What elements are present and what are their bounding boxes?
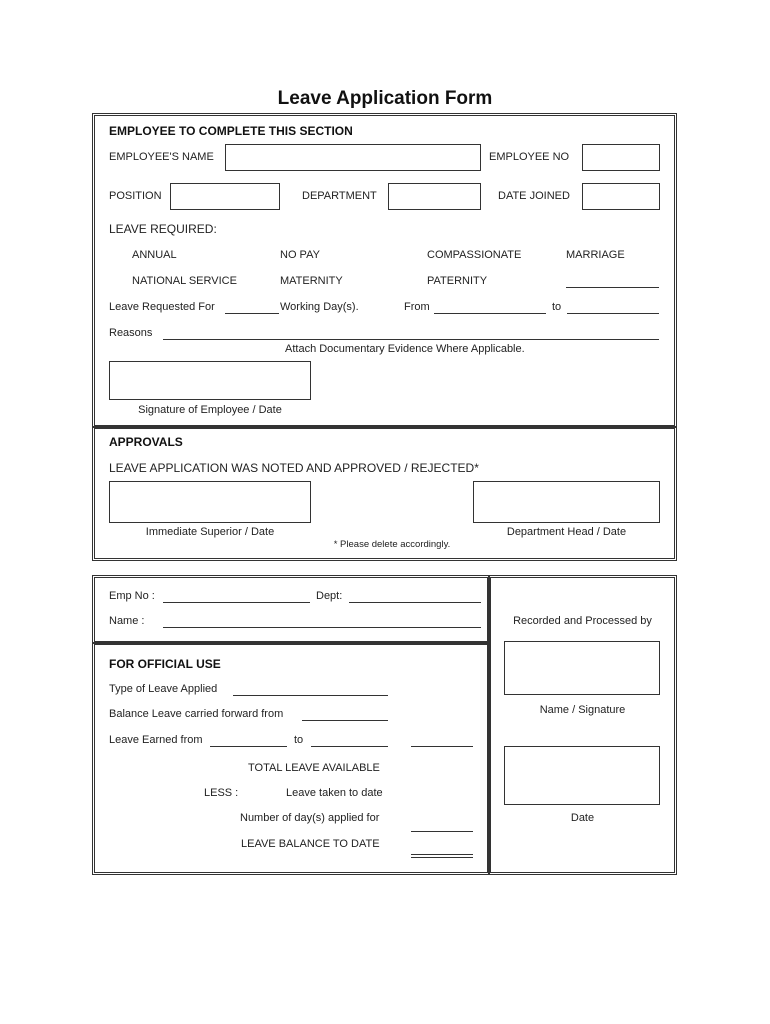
working-days-label: Working Day(s). <box>280 301 359 313</box>
to-label: to <box>552 301 562 313</box>
balance-carried-line[interactable] <box>302 720 388 721</box>
position-label: POSITION <box>109 190 162 202</box>
date-joined-field[interactable] <box>582 183 660 210</box>
leave-taken-label: Leave taken to date <box>286 787 383 799</box>
employee-name-field[interactable] <box>225 144 481 171</box>
reasons-line[interactable] <box>163 339 659 340</box>
approvals-heading: APPROVALS <box>109 435 183 449</box>
name-line[interactable] <box>163 627 481 628</box>
position-field[interactable] <box>170 183 280 210</box>
from-date-line[interactable] <box>434 313 546 314</box>
employee-signature-caption: Signature of Employee / Date <box>138 404 282 416</box>
superior-caption: Immediate Superior / Date <box>145 526 275 538</box>
leave-type-annual[interactable]: ANNUAL <box>132 249 177 261</box>
name-signature-box[interactable] <box>504 641 660 695</box>
name-signature-caption: Name / Signature <box>539 704 626 716</box>
reasons-label: Reasons <box>109 327 153 339</box>
employee-name-label: EMPLOYEE'S NAME <box>109 151 214 163</box>
approval-statement: LEAVE APPLICATION WAS NOTED AND APPROVED / REJECTED* <box>109 461 479 475</box>
date-caption: Date <box>570 812 595 824</box>
official-use-heading: FOR OFFICIAL USE <box>109 657 221 671</box>
leave-earned-to-label: to <box>294 734 304 746</box>
date-joined-label: DATE JOINED <box>498 190 570 202</box>
leave-earned-to-line[interactable] <box>311 746 388 747</box>
superior-signature-box[interactable] <box>109 481 311 523</box>
leave-type-national-service[interactable]: NATIONAL SERVICE <box>132 275 237 287</box>
less-label: LESS : <box>204 787 239 799</box>
leave-earned-label: Leave Earned from <box>109 734 203 746</box>
leave-requested-for-label: Leave Requested For <box>109 301 215 313</box>
to-date-line[interactable] <box>567 313 659 314</box>
attach-note: Attach Documentary Evidence Where Applicable. <box>285 343 525 355</box>
leave-type-compassionate[interactable]: COMPASSIONATE <box>427 249 522 261</box>
employee-no-label: EMPLOYEE NO <box>489 151 570 163</box>
type-of-leave-label: Type of Leave Applied <box>109 683 218 695</box>
dept-line[interactable] <box>349 602 481 603</box>
balance-to-date-label: LEAVE BALANCE TO DATE <box>241 838 380 850</box>
days-applied-line[interactable] <box>411 831 473 832</box>
leave-earned-amount-line[interactable] <box>411 746 473 747</box>
dept-label: Dept: <box>316 590 343 602</box>
type-of-leave-line[interactable] <box>233 695 388 696</box>
leave-type-no-pay[interactable]: NO PAY <box>280 249 320 261</box>
record-info-frame <box>92 575 490 644</box>
days-requested-line[interactable] <box>225 313 279 314</box>
leave-type-paternity[interactable]: PATERNITY <box>427 275 488 287</box>
department-label: DEPARTMENT <box>302 190 377 202</box>
balance-to-date-line[interactable] <box>411 854 473 858</box>
employee-section-heading: EMPLOYEE TO COMPLETE THIS SECTION <box>109 124 353 138</box>
leave-required-label: LEAVE REQUIRED: <box>109 222 217 236</box>
name-label: Name : <box>109 615 145 627</box>
balance-carried-label: Balance Leave carried forward from <box>109 708 284 720</box>
emp-no-line[interactable] <box>163 602 310 603</box>
dept-head-signature-box[interactable] <box>473 481 660 523</box>
dept-head-caption: Department Head / Date <box>506 526 627 538</box>
employee-no-field[interactable] <box>582 144 660 171</box>
recorded-by-label: Recorded and Processed by <box>513 615 652 627</box>
delete-note: * Please delete accordingly. <box>333 539 451 550</box>
leave-type-maternity[interactable]: MATERNITY <box>280 275 343 287</box>
form-title: Leave Application Form <box>277 88 493 109</box>
leave-earned-from-line[interactable] <box>210 746 287 747</box>
employee-signature-box[interactable] <box>109 361 311 400</box>
emp-no-label: Emp No : <box>109 590 155 602</box>
other-leave-type-line[interactable] <box>566 287 659 288</box>
days-applied-label: Number of day(s) applied for <box>240 812 380 824</box>
date-box[interactable] <box>504 746 660 805</box>
leave-type-marriage[interactable]: MARRIAGE <box>566 249 625 261</box>
department-field[interactable] <box>388 183 481 210</box>
from-label: From <box>404 301 430 313</box>
total-available-label: TOTAL LEAVE AVAILABLE <box>248 762 380 774</box>
